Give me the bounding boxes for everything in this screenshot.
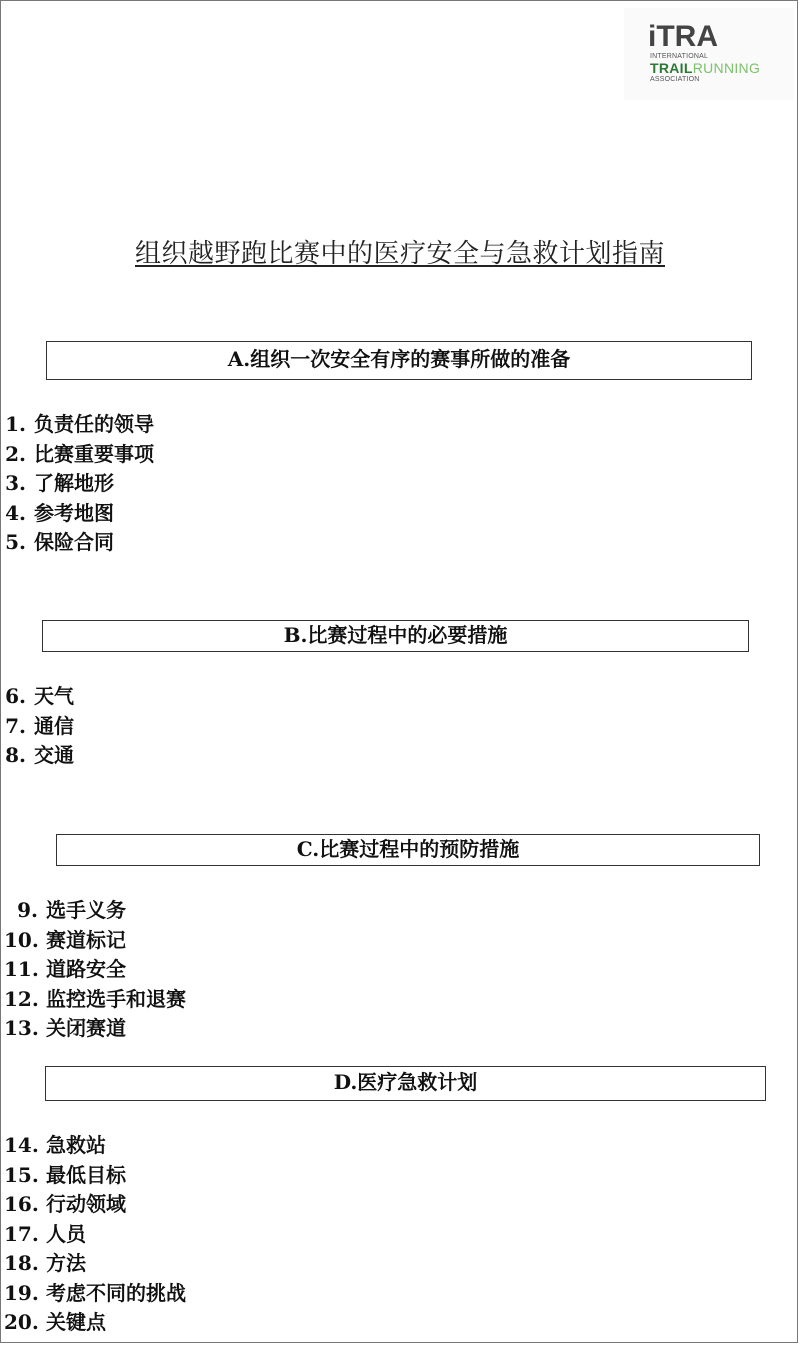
item-text: 行动领域 — [46, 1192, 126, 1216]
item-text: 保险合同 — [34, 530, 114, 554]
list-item — [4, 1014, 186, 1044]
list-item — [4, 469, 154, 499]
list-item — [4, 1308, 186, 1338]
list-item — [4, 926, 186, 956]
list-item — [4, 1249, 186, 1279]
item-number: 5. — [5, 530, 26, 554]
item-text: 考虑不同的挑战 — [46, 1280, 186, 1305]
section-heading-c: C.比赛过程中的预防措施 — [56, 834, 760, 866]
item-number: 16. — [4, 1192, 39, 1216]
logo-trail-running — [650, 60, 760, 76]
section-heading-d: D.医疗急救计划 — [45, 1066, 766, 1101]
item-text: 方法 — [46, 1251, 86, 1275]
section-heading-b: B.比赛过程中的必要措施 — [42, 620, 749, 652]
list-item — [4, 682, 74, 712]
section-d-list — [4, 1131, 186, 1338]
item-number: 17. — [4, 1221, 39, 1246]
list-item — [4, 1279, 186, 1309]
list-item — [4, 985, 186, 1015]
item-text: 监控选手和退赛 — [46, 986, 186, 1011]
item-text: 道路安全 — [46, 957, 126, 981]
list-item — [4, 896, 186, 926]
list-item — [4, 1190, 186, 1220]
list-item — [4, 410, 154, 440]
item-text: 关闭赛道 — [46, 1016, 126, 1040]
section-a-list — [4, 410, 154, 558]
item-number: 2. — [5, 441, 26, 466]
section-b-list — [4, 682, 74, 771]
list-item — [4, 741, 74, 771]
section-heading-a: A.组织一次安全有序的赛事所做的准备 — [46, 341, 752, 380]
item-text: 赛道标记 — [46, 927, 126, 952]
list-item — [4, 499, 154, 529]
document-title: 组织越野跑比赛中的医疗安全与急救计划指南 — [134, 239, 665, 269]
item-text: 交通 — [34, 743, 74, 767]
item-text: 选手义务 — [46, 898, 126, 922]
item-text: 天气 — [34, 684, 74, 708]
item-text: 负责任的领导 — [34, 412, 154, 436]
item-text: 最低目标 — [46, 1162, 126, 1187]
item-number: 20. — [4, 1310, 39, 1334]
item-text: 关键点 — [46, 1310, 106, 1334]
list-item — [4, 712, 74, 742]
item-text: 了解地形 — [34, 471, 114, 495]
list-item — [4, 955, 186, 985]
item-number: 8. — [5, 743, 26, 767]
list-item — [4, 1131, 186, 1161]
logo-running: RUNNING — [692, 60, 761, 76]
list-item — [4, 1220, 186, 1250]
logo-association: ASSOCIATION — [650, 76, 700, 83]
item-number: 3. — [5, 471, 26, 495]
item-text: 通信 — [34, 713, 74, 738]
list-item — [4, 1161, 186, 1191]
item-number: 9. — [17, 898, 38, 922]
logo-initials: iTRA — [648, 20, 718, 53]
logo-trail: TRAIL — [650, 60, 693, 76]
item-number: 19. — [4, 1280, 39, 1305]
itra-logo — [624, 8, 794, 100]
list-item — [4, 528, 154, 558]
item-text: 人员 — [46, 1221, 86, 1246]
item-number: 7. — [5, 713, 26, 738]
item-text: 参考地图 — [34, 500, 114, 525]
item-number: 14. — [4, 1133, 39, 1157]
item-number: 1. — [5, 412, 26, 436]
item-number: 4. — [5, 500, 26, 525]
item-number: 13. — [4, 1016, 39, 1040]
item-text: 比赛重要事项 — [34, 441, 154, 466]
section-c-list — [4, 896, 186, 1044]
item-number: 11. — [4, 957, 39, 981]
logo-international: INTERNATIONAL — [650, 53, 709, 60]
item-text: 急救站 — [46, 1133, 106, 1157]
item-number: 6. — [5, 684, 26, 708]
list-item — [4, 440, 154, 470]
runner-logo-icon — [648, 16, 718, 53]
item-number: 18. — [4, 1251, 39, 1275]
item-number: 15. — [4, 1162, 39, 1187]
item-number: 12. — [4, 986, 39, 1011]
item-number: 10. — [4, 927, 39, 952]
